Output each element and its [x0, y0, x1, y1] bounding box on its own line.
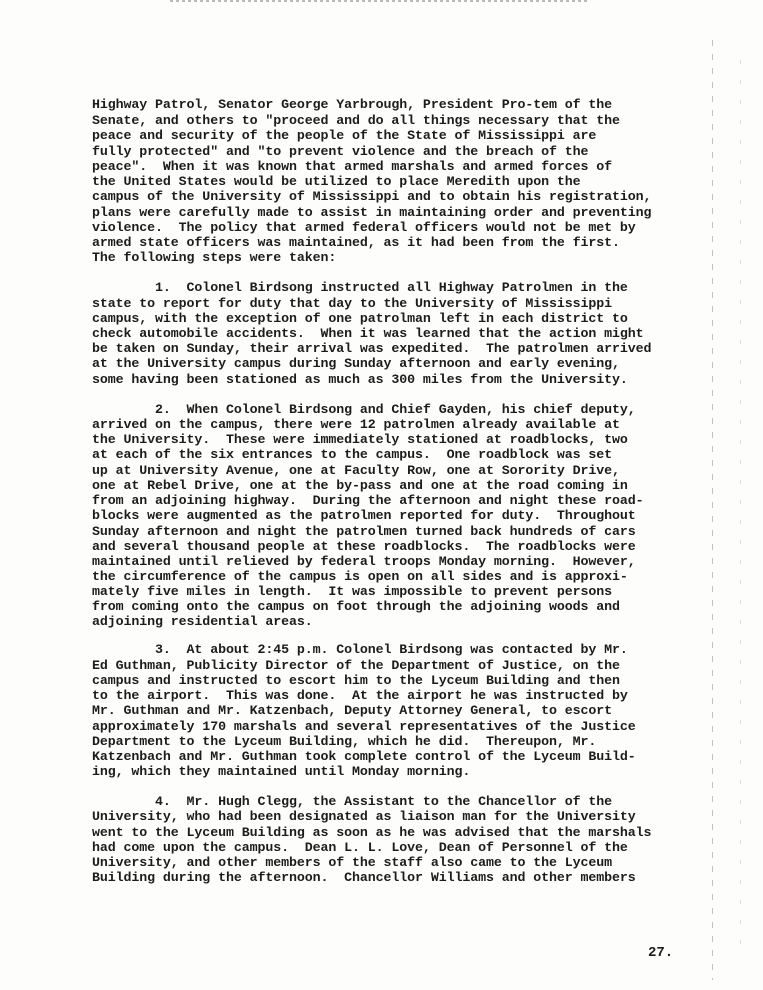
- text-line: had come upon the campus. Dean L. L. Love, Dean of Personnel of the: [92, 840, 628, 855]
- text-line: mately five miles in length. It was impossible to prevent persons: [92, 584, 613, 599]
- text-line: Department to the Lyceum Building, which he did. Thereupon, Mr.: [92, 734, 597, 749]
- text-line: from coming onto the campus on foot through the adjoining woods and: [92, 599, 620, 614]
- scan-right-edge: [712, 40, 713, 980]
- text-line: University, and other members of the staff also came to the Lyceum: [92, 855, 613, 870]
- text-line: Katzenbach and Mr. Guthman took complete control of the Lyceum Build-: [92, 749, 636, 764]
- text-line: peace". When it was known that armed marshals and armed forces of: [92, 159, 613, 174]
- text-line: The following steps were taken:: [92, 250, 337, 265]
- text-line: 2. When Colonel Birdsong and Chief Gayden, his chief deputy,: [92, 402, 636, 417]
- text-line: campus of the University of Mississippi and to obtain his registration,: [92, 189, 652, 204]
- text-line: Sunday afternoon and night the patrolmen turned back hundreds of cars: [92, 524, 636, 539]
- text-line: check automobile accidents. When it was learned that the action might: [92, 326, 644, 341]
- text-line: arrived on the campus, there were 12 patrolmen already available at: [92, 417, 620, 432]
- text-line: Ed Guthman, Publicity Director of the Department of Justice, on the: [92, 658, 620, 673]
- text-line: 4. Mr. Hugh Clegg, the Assistant to the Chancellor of the: [92, 794, 613, 809]
- text-line: to the airport. This was done. At the airport he was instructed by: [92, 688, 628, 703]
- scan-top-edge: [170, 0, 590, 2]
- text-line: adjoining residential areas.: [92, 614, 313, 629]
- text-line: at the University campus during Sunday afternoon and early evening,: [92, 356, 620, 371]
- text-line: plans were carefully made to assist in maintaining order and preventing: [92, 205, 652, 220]
- text-line: peace and security of the people of the State of Mississippi are: [92, 128, 597, 143]
- text-line: armed state officers was maintained, as it had been from the first.: [92, 235, 620, 250]
- text-line: fully protected" and "to prevent violence and the breach of the: [92, 144, 589, 159]
- text-line: University, who had been designated as liaison man for the University: [92, 809, 636, 824]
- text-line: up at University Avenue, one at Faculty Row, one at Sorority Drive,: [92, 463, 620, 478]
- text-line: Highway Patrol, Senator George Yarbrough, President Pro-tem of the: [92, 97, 613, 112]
- text-line: went to the Lyceum Building as soon as he was advised that the marshals: [92, 825, 652, 840]
- text-line: approximately 170 marshals and several representatives of the Justice: [92, 719, 636, 734]
- text-line: one at Rebel Drive, one at the by-pass and one at the road coming in: [92, 478, 628, 493]
- text-line: from an adjoining highway. During the afternoon and night these road-: [92, 493, 644, 508]
- text-line: state to report for duty that day to the University of Mississippi: [92, 296, 613, 311]
- text-line: violence. The policy that armed federal officers would not be met by: [92, 220, 636, 235]
- scan-right-edge-outer: [740, 60, 741, 960]
- text-line: the University. These were immediately stationed at roadblocks, two: [92, 432, 628, 447]
- page-number: 27.: [648, 945, 674, 961]
- text-line: blocks were augmented as the patrolmen reported for duty. Throughout: [92, 508, 636, 523]
- text-line: ing, which they maintained until Monday morning.: [92, 764, 471, 779]
- text-line: some having been stationed as much as 300 miles from the University.: [92, 372, 628, 387]
- text-line: Building during the afternoon. Chancellor Williams and other members: [92, 870, 636, 885]
- text-line: maintained until relieved by federal troops Monday morning. However,: [92, 554, 636, 569]
- text-line: the United States would be utilized to place Meredith upon the: [92, 174, 581, 189]
- text-line: campus, with the exception of one patrolman left in each district to: [92, 311, 628, 326]
- text-line: and several thousand people at these roadblocks. The roadblocks were: [92, 539, 636, 554]
- text-line: be taken on Sunday, their arrival was expedited. The patrolmen arrived: [92, 341, 652, 356]
- text-line: at each of the six entrances to the campus. One roadblock was set: [92, 447, 613, 462]
- text-line: the circumference of the campus is open on all sides and is approxi-: [92, 569, 628, 584]
- text-line: 1. Colonel Birdsong instructed all Highway Patrolmen in the: [92, 280, 628, 295]
- text-line: Senate, and others to "proceed and do all things necessary that the: [92, 113, 620, 128]
- text-line: Mr. Guthman and Mr. Katzenbach, Deputy Attorney General, to escort: [92, 703, 613, 718]
- text-line: 3. At about 2:45 p.m. Colonel Birdsong was contacted by Mr.: [92, 642, 628, 657]
- text-line: campus and instructed to escort him to the Lyceum Building and then: [92, 673, 620, 688]
